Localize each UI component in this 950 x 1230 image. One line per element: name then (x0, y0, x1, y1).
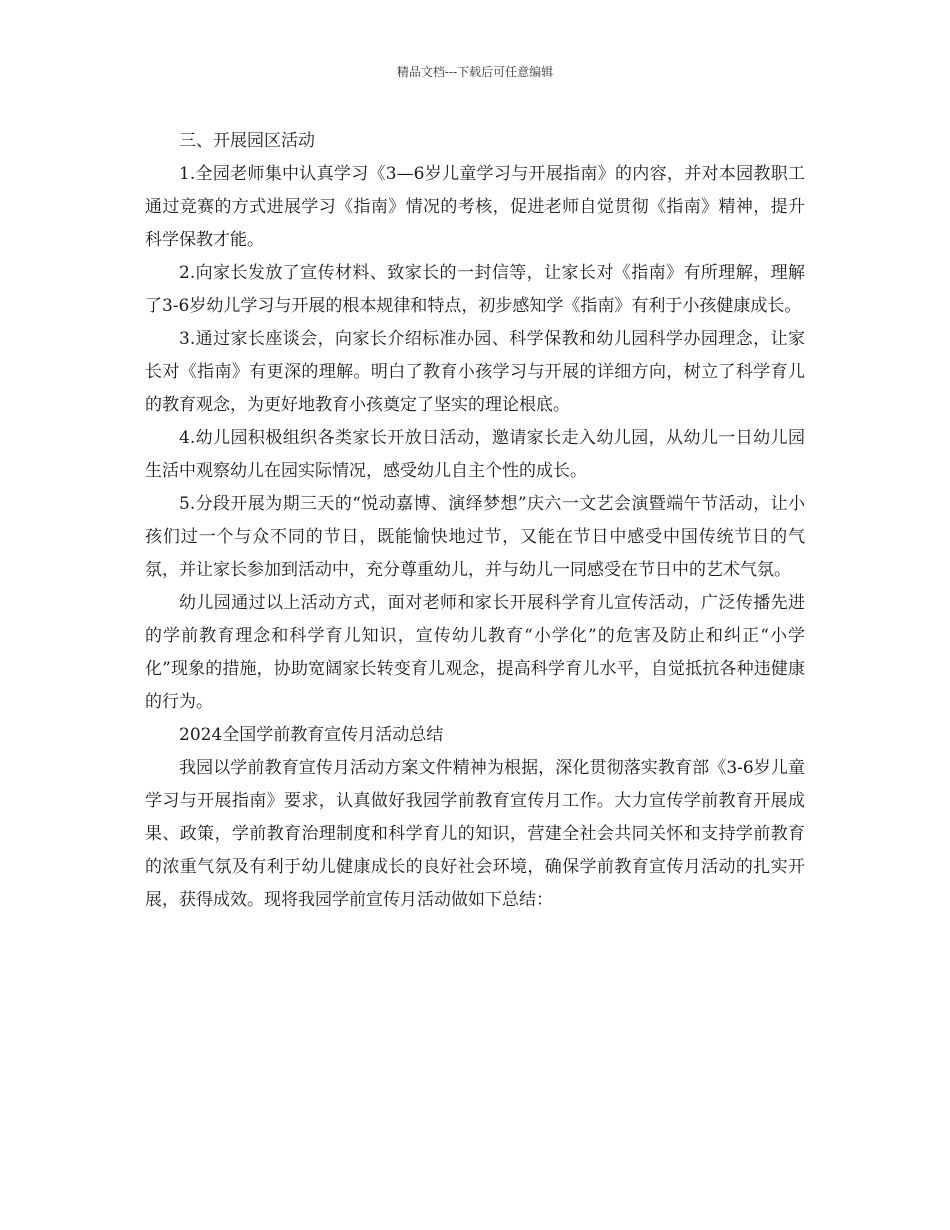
document-body (145, 125, 805, 917)
summary-title: 2024全国学前教育宣传月活动总结 (179, 725, 444, 745)
paragraph: 5.分段开展为期三天的“悦动嘉博、演绎梦想”庆六一文艺会演暨端午节活动，让小孩们过一个与众不同的节日，既能愉快地过节，又能在节日中感受中国传统节日的气氛，并让家长参加到活动中，充分尊重幼儿，并与幼儿一同感受在节日中的艺术气氛。 (145, 494, 805, 580)
section-heading: 三、开展园区活动 (179, 131, 315, 151)
page-header: 精品文档---下载后可任意编辑 (396, 65, 554, 79)
paragraph: 我园以学前教育宣传月活动方案文件精神为根据，深化贯彻落实教育部《3-6岁儿童学习与开展指南》要求，认真做好我园学前教育宣传月工作。大力宣传学前教育开展成果、政策，学前教育治理制度和科学育儿的知识，营建全社会共同关怀和支持学前教育的浓重气氛及有利于幼儿健康成长的良好社会环境，确保学前教育宣传月活动的扎实开展，获得成效。现将我园学前宣传月活动做如下总结： (145, 758, 805, 910)
paragraph: 幼儿园通过以上活动方式，面对老师和家长开展科学育儿宣传活动，广泛传播先进的学前教育理念和科学育儿知识，宣传幼儿教育“小学化”的危害及防止和纠正“小学化”现象的措施，协助宽阔家长转变育儿观念，提高科学育儿水平，自觉抵抗各种违健康的行为。 (145, 593, 805, 712)
paragraph: 3.通过家长座谈会，向家长介绍标准办园、科学保教和幼儿园科学办园理念，让家长对《指南》有更深的理解。明白了教育小孩学习与开展的详细方向，树立了科学育儿的教育观念，为更好地教育小孩奠定了坚实的理论根底。 (145, 329, 805, 415)
paragraph: 1.全园老师集中认真学习《3—6岁儿童学习与开展指南》的内容，并对本园教职工通过竞赛的方式进展学习《指南》情况的考核，促进老师自觉贯彻《指南》精神，提升科学保教才能。 (145, 164, 805, 250)
paragraph: 2.向家长发放了宣传材料、致家长的一封信等，让家长对《指南》有所理解，理解了3-6岁幼儿学习与开展的根本规律和特点，初步感知学《指南》有利于小孩健康成长。 (145, 263, 805, 316)
paragraph: 4.幼儿园积极组织各类家长开放日活动，邀请家长走入幼儿园，从幼儿一日幼儿园生活中观察幼儿在园实际情况，感受幼儿自主个性的成长。 (145, 428, 805, 481)
